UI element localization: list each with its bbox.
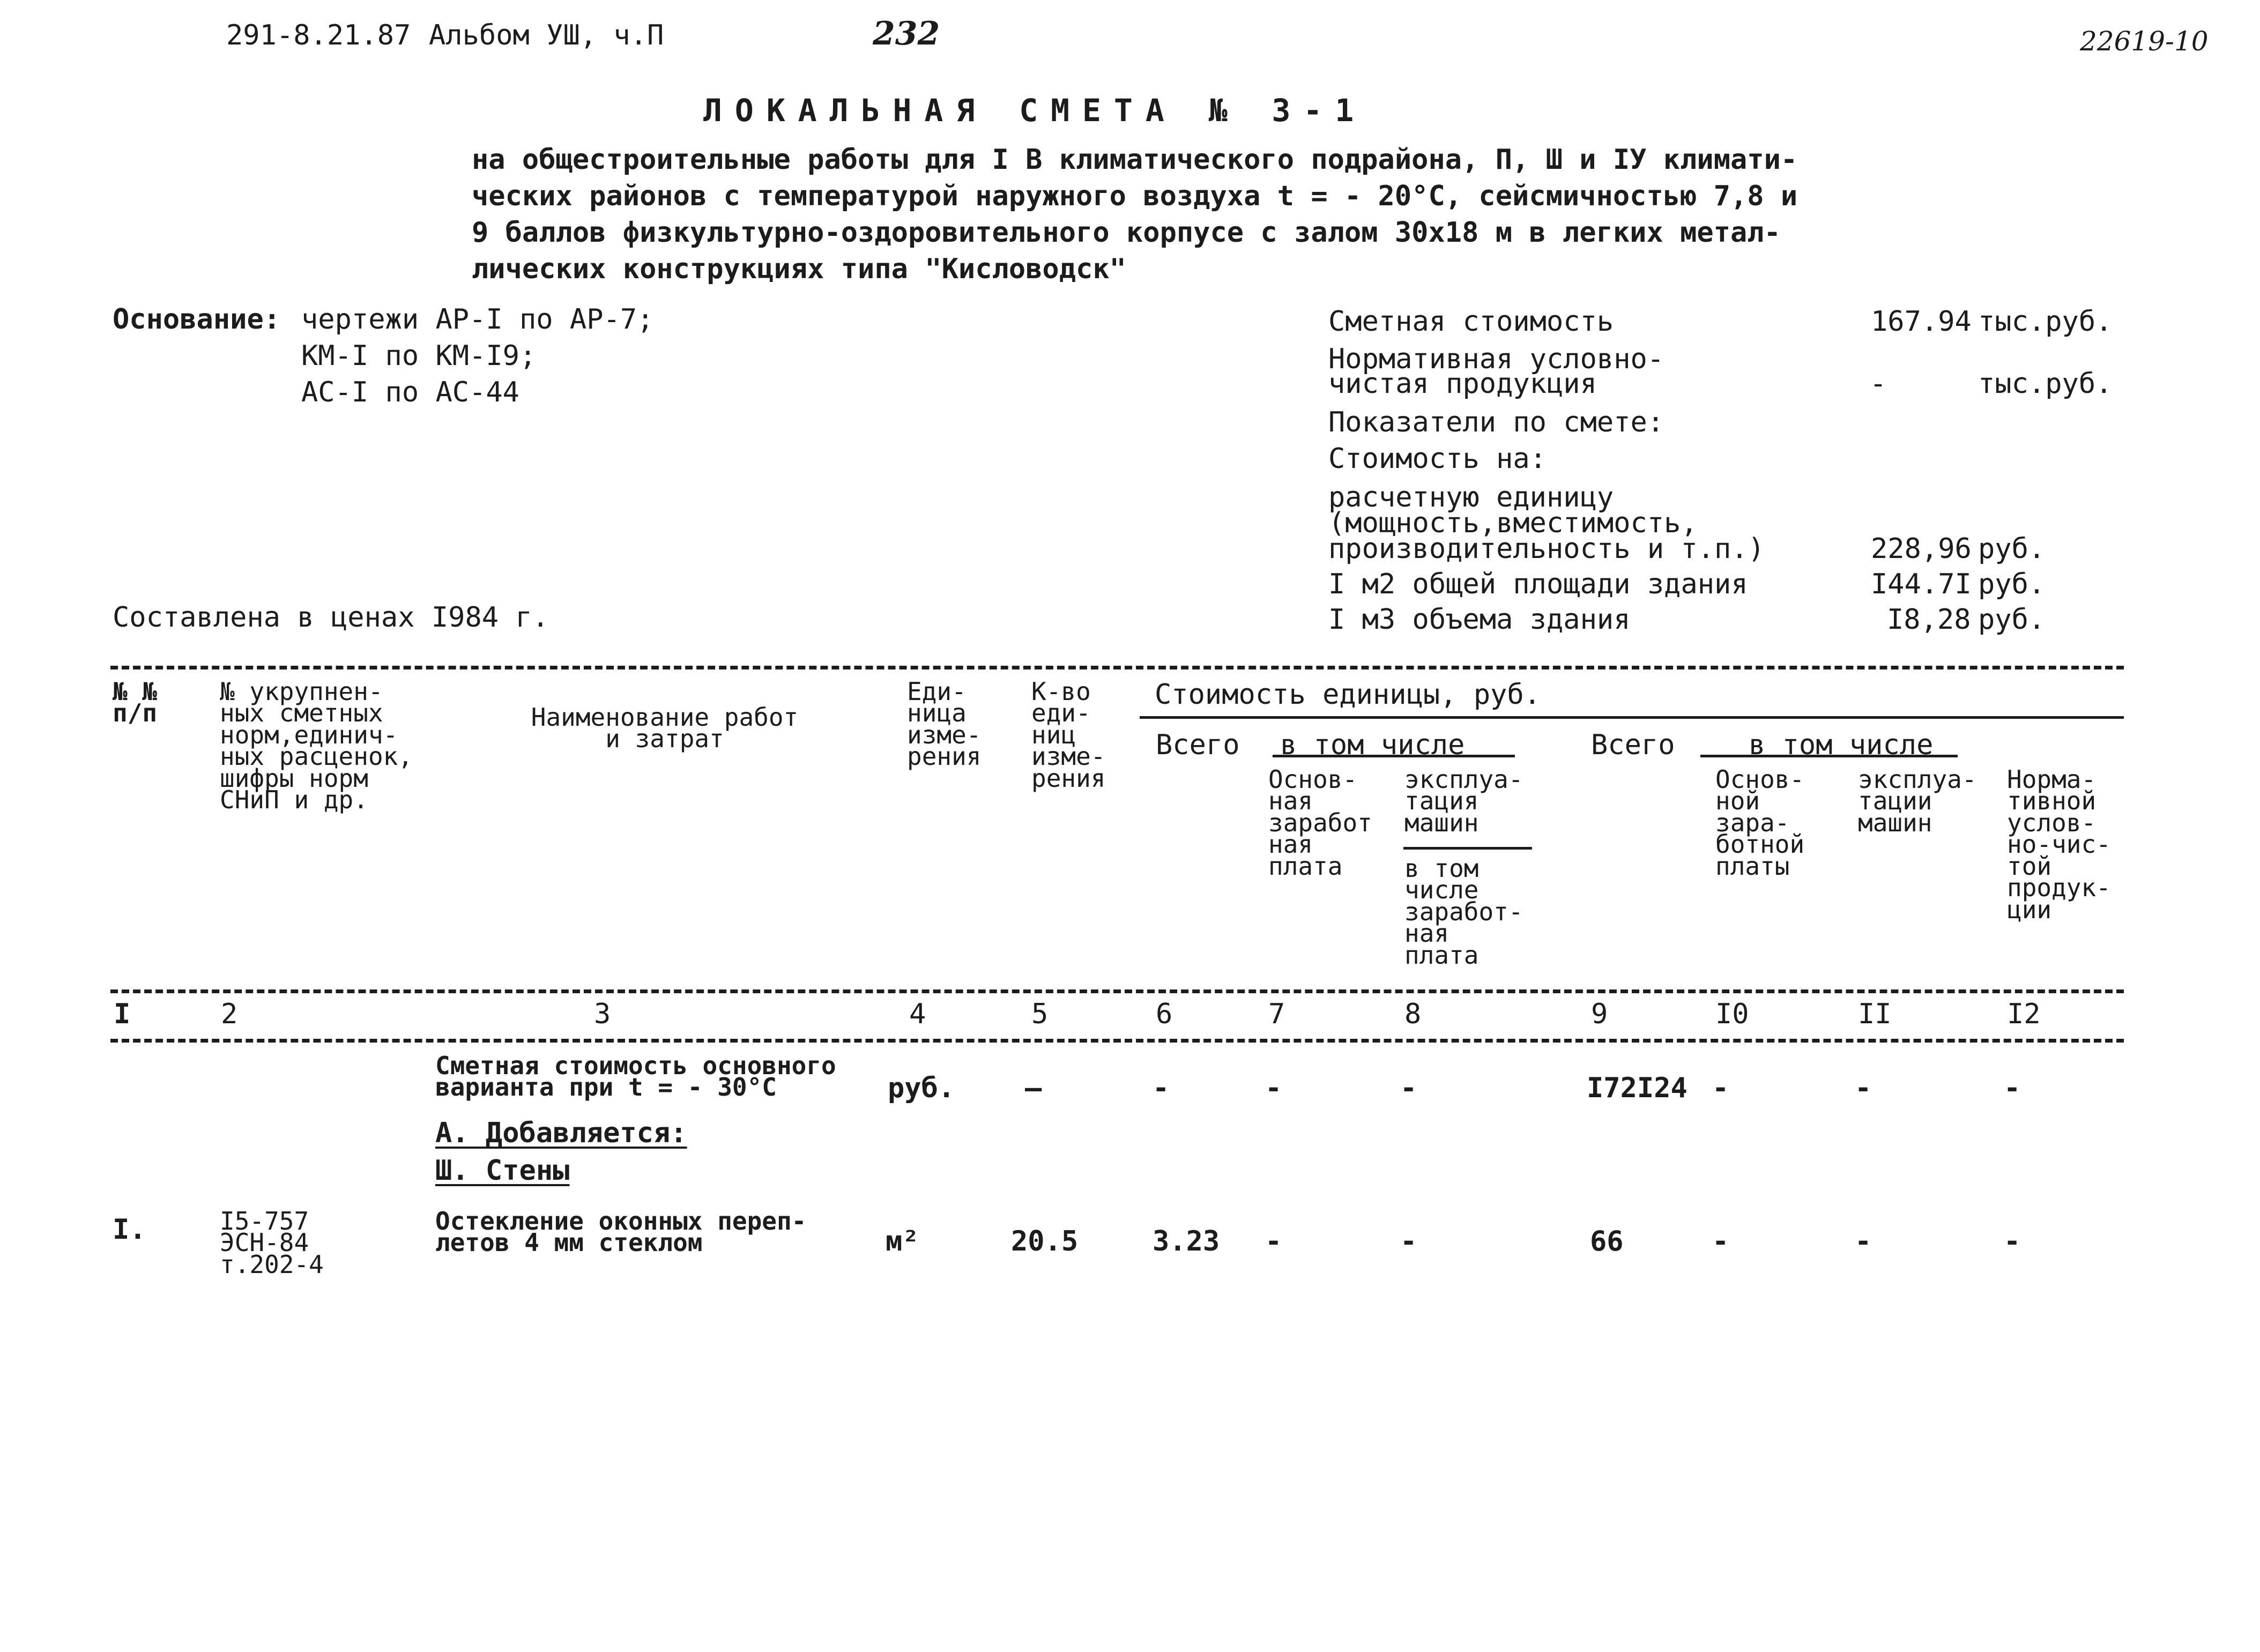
machines-underline	[1403, 847, 1532, 850]
table-top-rule	[110, 666, 2124, 669]
compiled-prices: Составлена в ценах I984 г.	[113, 601, 549, 634]
area-value: I44.7I	[1871, 568, 1972, 600]
item-1-c10: -	[1712, 1225, 1729, 1257]
estimated-cost-unit: тыс.руб.	[1978, 306, 2113, 338]
total-header-9: Всего	[1591, 729, 1675, 761]
page-number: 232	[873, 15, 940, 53]
item-1-qty: 20.5	[1011, 1225, 1079, 1257]
volume-label: I м3 объема здания	[1328, 604, 1631, 636]
normative-value: -	[1870, 368, 1887, 400]
col-number-8: 8	[1404, 998, 1422, 1030]
base-variant-c11: -	[1855, 1072, 1872, 1104]
header-col-8a: эксплуа- тация машин	[1404, 765, 1523, 837]
base-variant-unit: руб.	[888, 1072, 955, 1104]
col-number-11: II	[1858, 998, 1892, 1030]
base-variant-name: Сметная стоимость основного варианта при t = - 30°С	[435, 1051, 836, 1102]
base-variant-c8: -	[1400, 1072, 1417, 1104]
header-col-7: Основ- ная заработ ная плата	[1268, 765, 1372, 881]
item-1-c8: -	[1400, 1225, 1417, 1257]
base-variant-c7: -	[1265, 1072, 1282, 1104]
col-number-4: 4	[909, 998, 926, 1030]
basis-line-3: АС-I по АС-44	[301, 376, 519, 408]
col-number-1: I	[114, 998, 131, 1030]
album-reference: Альбом УШ, ч.П	[429, 19, 664, 51]
base-variant-total: I72I24	[1587, 1072, 1687, 1104]
header-col-5: К-во еди- ниц изме- рения	[1031, 677, 1106, 793]
subtitle-line-1: на общестроительные работы для I В климатического подрайона, П, Ш и IУ климати-	[472, 144, 1798, 176]
header-col-11: эксплуа- тации машин	[1858, 765, 1977, 837]
basis-line-1: чертежи АР-I по АР-7;	[301, 303, 654, 336]
document-code: 291-8.21.87	[226, 19, 411, 51]
header-col-2: № укрупнен- ных сметных норм,единич- ных расценок, шифры норм СНиП и др.	[220, 677, 413, 815]
header-col-12: Норма- тивной услов- но-чис- той продук- ции	[2007, 765, 2111, 924]
subtitle-line-3: 9 баллов физкультурно-оздоровительного корпусе с залом 30х18 м в легких метал-	[472, 217, 1781, 249]
base-variant-c12: -	[2004, 1072, 2021, 1104]
item-1-c12: -	[2004, 1225, 2021, 1257]
col-number-10: I0	[1715, 998, 1749, 1030]
unit-label-1: расчетную единицу	[1328, 481, 1614, 514]
col-number-7: 7	[1268, 998, 1285, 1030]
basis-label: Основание:	[113, 303, 281, 336]
section-added: А. Добавляется:	[435, 1117, 687, 1149]
base-variant-qty: —	[1025, 1072, 1042, 1104]
section-walls: Ш. Стены	[435, 1155, 570, 1187]
cost-per-label: Стоимость на:	[1328, 443, 1547, 475]
header-col-1: № № п/п	[113, 677, 158, 728]
col-number-6: 6	[1156, 998, 1173, 1030]
col-number-3: 3	[594, 998, 611, 1030]
base-variant-c6: -	[1153, 1072, 1170, 1104]
unit-label-3: производительность и т.п.)	[1328, 533, 1765, 565]
header-col-8b: в том числе заработ- ная плата	[1404, 854, 1523, 970]
col-number-9: 9	[1591, 998, 1608, 1030]
item-1-number: I.	[113, 1214, 146, 1246]
normative-unit: тыс.руб.	[1978, 368, 2113, 400]
estimated-cost-value: 167.94	[1871, 306, 1972, 338]
volume-value: I8,28	[1887, 604, 1971, 636]
unit-cost-underline	[1140, 716, 2124, 719]
item-1-unit: м²	[886, 1225, 919, 1257]
unit-cost-unit: руб.	[1978, 533, 2046, 565]
item-1-total: 66	[1590, 1225, 1624, 1257]
volume-unit: руб.	[1978, 604, 2046, 636]
col-number-5: 5	[1031, 998, 1049, 1030]
numbers-bottom-rule	[110, 1039, 2124, 1043]
archive-stamp: 22619-10	[2080, 26, 2209, 57]
header-col-10: Основ- ной зара- ботной платы	[1715, 765, 1805, 881]
item-1-c11: -	[1855, 1225, 1872, 1257]
basis-line-2: КМ-I по КМ-I9;	[301, 340, 537, 372]
normative-label-2: чистая продукция	[1328, 368, 1597, 400]
col-number-12: I2	[2007, 998, 2041, 1030]
unit-cost-value: 228,96	[1871, 533, 1972, 565]
subtitle-line-4: лических конструкциях типа "Кисловодск"	[472, 253, 1126, 285]
area-unit: руб.	[1978, 568, 2046, 600]
subtitle-line-2: ческих районов с температурой наружного воздуха t = - 20°С, сейсмичностью 7,8 и	[472, 180, 1798, 212]
header-bottom-rule	[110, 989, 2124, 993]
item-1-name: Остекление оконных переп- летов 4 мм стеклом	[435, 1207, 807, 1257]
unit-cost-header: Стоимость единицы, руб.	[1155, 679, 1541, 711]
incl-header-b: в том числе	[1749, 729, 1934, 761]
total-header-6: Всего	[1156, 729, 1240, 761]
area-label: I м2 общей площади здания	[1328, 568, 1748, 600]
normative-label-1: Нормативная условно-	[1328, 343, 1664, 375]
header-col-3: Наименование работ и затрат	[531, 703, 799, 754]
indicators-label: Показатели по смете:	[1328, 406, 1664, 438]
item-1-c7: -	[1265, 1225, 1282, 1257]
base-variant-c10: -	[1712, 1072, 1729, 1104]
col-number-2: 2	[221, 998, 238, 1030]
incl-header-a: в том числе	[1280, 729, 1465, 761]
document-title: ЛОКАЛЬНАЯ СМЕТА № 3-1	[703, 92, 1367, 129]
estimated-cost-label: Сметная стоимость	[1328, 306, 1614, 338]
unit-label-2: (мощность,вместимость,	[1328, 507, 1698, 539]
item-1-price: 3.23	[1153, 1225, 1220, 1257]
item-1-code: I5-757 ЭСН-84 т.202-4	[220, 1207, 324, 1279]
header-col-4: Еди- ница изме- рения	[907, 677, 982, 771]
